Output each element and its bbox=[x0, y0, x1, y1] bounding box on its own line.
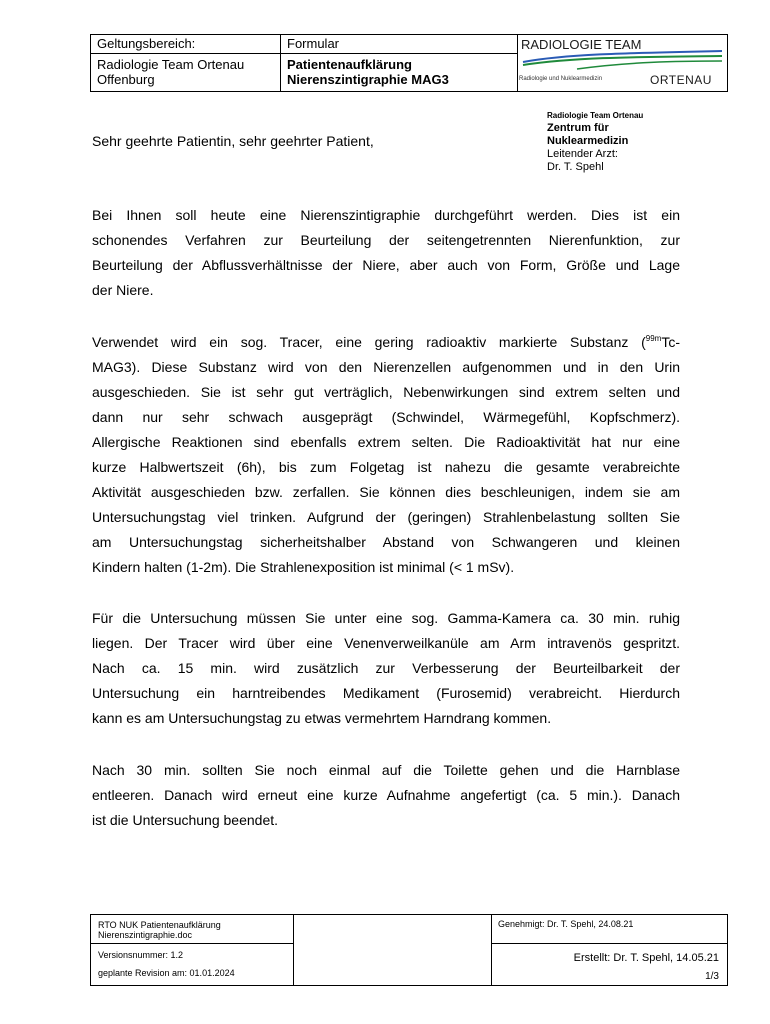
organization bbox=[91, 56, 280, 88]
text-line: dann nur sehr schwach ausgeprägt (Schwindel, Wärmegefühl, Kopfschmerz). bbox=[92, 409, 680, 425]
text-line: Untersuchungstag viel trinken. Aufgrund der (geringen) Strahlenbelastung sollten Sie bbox=[92, 509, 680, 525]
text-line: Beurteilung der Abflussverhältnisse der Niere, aber auch von Form, Größe und Lage bbox=[92, 257, 680, 273]
text-line: Bei Ihnen soll heute eine Nierenszintigraphie durchgeführt werden. Dies ist ein bbox=[92, 207, 680, 223]
text-line: ausgeschieden. Sie ist sehr gut verträglich, Nebenwirkungen sind extrem selten und bbox=[92, 384, 680, 400]
document-title bbox=[281, 56, 517, 88]
page-number: 1/3 bbox=[705, 971, 719, 982]
org-line1: Radiologie Team Ortenau bbox=[97, 57, 245, 72]
text-line: Verwendet wird ein sog. Tracer, eine gering radioaktiv markierte Substanz ($^{99m}$Tc- bbox=[92, 334, 680, 350]
header-table bbox=[90, 34, 728, 92]
org-line2: Offenburg bbox=[97, 72, 155, 87]
footer-filename bbox=[98, 920, 221, 940]
text-line: Für die Untersuchung müssen Sie unter eine sog. Gamma-Kamera ca. 30 min. ruhig bbox=[92, 610, 680, 626]
doc-title-line2: Nierenszintigraphie MAG3 bbox=[287, 72, 449, 87]
text-line: MAG3). Diese Substanz wird von den Nierenzellen aufgenommen und in den Urin bbox=[92, 359, 680, 375]
text-line: Nach ca. 15 min. wird zusätzlich zur Verbesserung der Beurteilbarkeit der bbox=[92, 660, 680, 676]
text-line: liegen. Der Tracer wird über eine Venenverweilkanüle am Arm intravenös gespritzt. bbox=[92, 635, 680, 651]
text-line: entleeren. Danach wird erneut eine kurze Aufnahme angefertigt (ca. 5 min.). Danach bbox=[92, 787, 680, 803]
paragraph-procedure bbox=[92, 606, 680, 731]
text-line: ist die Untersuchung beendet. bbox=[92, 812, 279, 828]
text-line: Aktivität ausgeschieden bzw. zerfallen. Sie können dies beschleunigen, indem sie am bbox=[92, 484, 680, 500]
paragraph-tracer bbox=[92, 330, 680, 580]
greeting: Sehr geehrte Patientin, sehr geehrter Patient, bbox=[92, 133, 374, 149]
text-line: kurze Halbwertszeit (6h), bis zum Folgetag ist nahezu die gesamte verabreichte bbox=[92, 459, 680, 475]
doc-title-line1: Patientenaufklärung bbox=[287, 57, 412, 72]
dept-name: Nuklearmedizin bbox=[547, 135, 629, 147]
footer-revision: geplante Revision am: 01.01.2024 bbox=[98, 968, 235, 978]
text-line: Nach 30 min. sollten Sie noch einmal auf die Toilette gehen und die Harnblase bbox=[92, 762, 680, 778]
logo-subtitle: Radiologie und Nuklearmedizin bbox=[519, 76, 603, 82]
footer-file-line2: Nierenszintigraphie.doc bbox=[98, 930, 193, 940]
dept-center: Zentrum für bbox=[547, 122, 609, 134]
radiologie-team-logo bbox=[517, 35, 729, 93]
footer-table bbox=[90, 914, 728, 986]
text-line: Kindern halten (1-2m). Die Strahlenexposition ist minimal (< 1 mSv). bbox=[92, 559, 515, 575]
paragraph-intro bbox=[92, 203, 680, 303]
text-line: der Niere. bbox=[92, 282, 154, 298]
logo-place: ORTENAU bbox=[650, 73, 712, 87]
text-line: schonendes Verfahren zur Beurteilung der seitengetrennten Nierenfunktion, zur bbox=[92, 232, 680, 248]
dept-head-name: Dr. T. Spehl bbox=[547, 161, 604, 173]
dept-head-label: Leitender Arzt: bbox=[547, 148, 618, 160]
text-line: am Untersuchungstag sicherheitshalber Abstand von Schwangeren und kleinen bbox=[92, 534, 680, 550]
dept-org: Radiologie Team Ortenau bbox=[547, 111, 644, 120]
scope-value: Formular bbox=[287, 36, 340, 51]
footer-created: Erstellt: Dr. T. Spehl, 14.05.21 bbox=[573, 952, 719, 964]
scope-label: Geltungsbereich: bbox=[97, 36, 196, 51]
text-line: Allergische Reaktionen sind ebenfalls extrem selten. Die Radioaktivität hat nur eine bbox=[92, 434, 680, 450]
text-line: Untersuchung ein harntreibendes Medikament (Furosemid) verabreicht. Hierdurch bbox=[92, 685, 680, 701]
footer-approved: Genehmigt: Dr. T. Spehl, 24.08.21 bbox=[498, 919, 634, 929]
logo-title: RADIOLOGIE TEAM bbox=[521, 37, 642, 52]
footer-version: Versionsnummer: 1.2 bbox=[98, 950, 184, 960]
text-line: kann es am Untersuchungstag zu etwas vermehrtem Harndrang kommen. bbox=[92, 710, 552, 726]
department-info bbox=[547, 110, 643, 174]
isotope-superscript: 99m bbox=[645, 334, 662, 343]
footer-file-line1: RTO NUK Patientenaufklärung bbox=[98, 920, 221, 930]
paragraph-completion bbox=[92, 758, 680, 833]
